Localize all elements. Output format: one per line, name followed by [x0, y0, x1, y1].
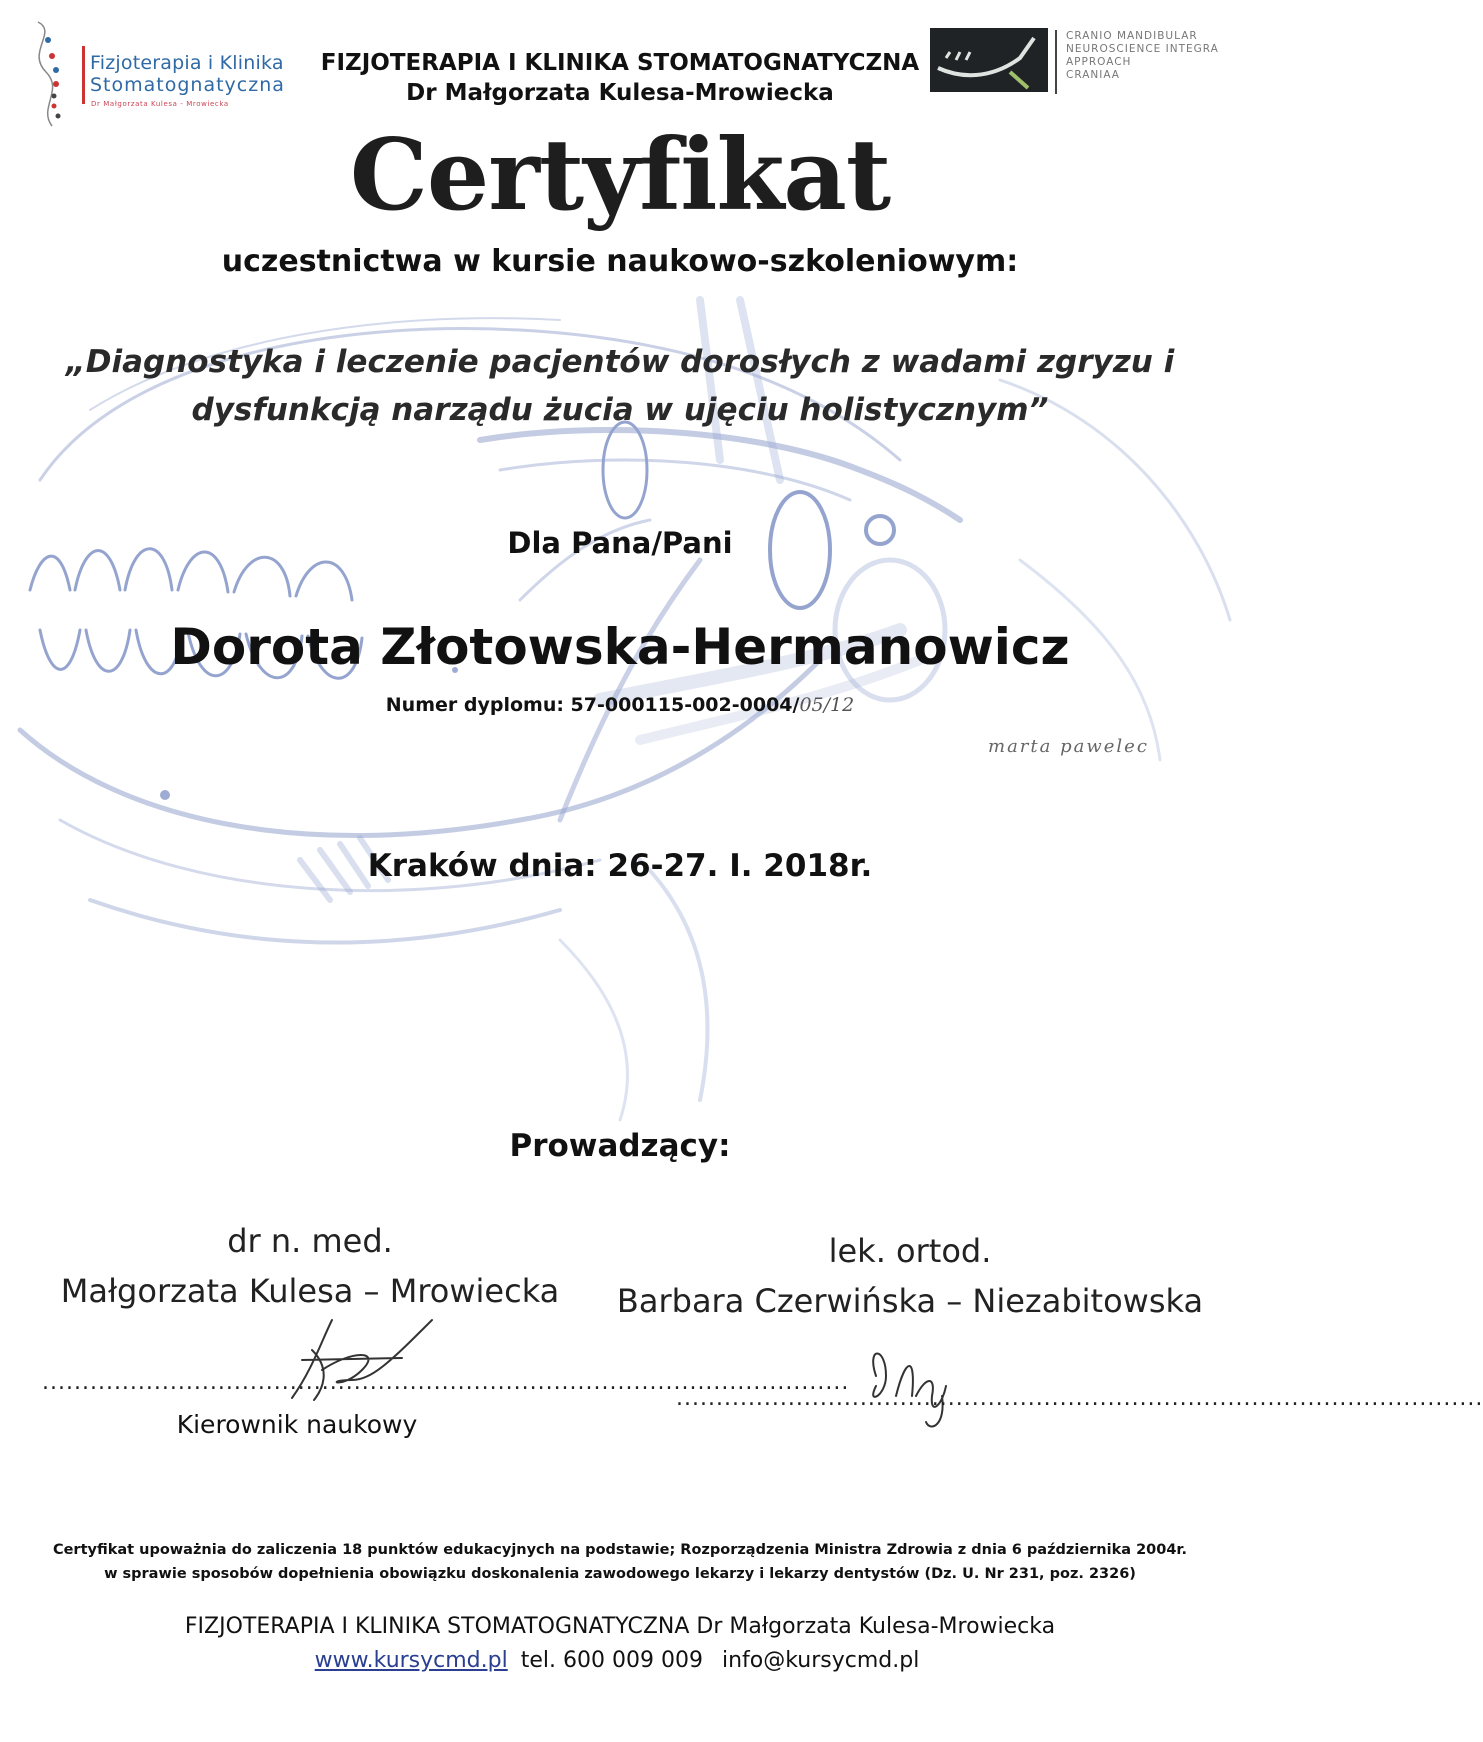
phone-number: tel. 600 009 009 — [520, 1648, 703, 1673]
lecturer-2 — [600, 1226, 1220, 1326]
lecturers-heading: Prowadzący: — [509, 1128, 731, 1164]
footer-contact — [0, 1648, 1240, 1673]
clinic-name-line-1: FIZJOTERAPIA I KLINIKA STOMATOGNATYCZNA — [320, 50, 920, 76]
lecturer-1-title: dr n. med. — [227, 1222, 393, 1260]
logo-line-2: Stomatognatyczna — [90, 74, 285, 96]
legal-note — [0, 1538, 1240, 1586]
website-link[interactable]: www.kursycmd.pl — [314, 1648, 508, 1673]
clinic-name-line-2: Dr Małgorzata Kulesa-Mrowiecka — [406, 80, 834, 106]
legal-note-line-2: w sprawie sposobów dopełnienia obowiązku doskonalenia zawodowego lekarzy i lekarzy dentystów (Dz. U. Nr 231, poz. 2326) — [104, 1566, 1136, 1582]
legal-note-line-1: Certyfikat upoważnia do zaliczenia 18 punktów edukacyjnych na podstawie; Rozporządzenia Ministra Zdrowia z dnia 6 października 2004r. — [52, 1542, 1188, 1558]
signature-line-1: ..................................................................................................... — [42, 1370, 850, 1395]
place-and-date: Kraków dnia: 26-27. I. 2018r. — [367, 848, 873, 884]
cmd-logo-text: CRANIO MANDIBULAR NEUROSCIENCE INTEGRA APPROACH CRANIAA — [1066, 30, 1219, 81]
lecturer-2-name: Barbara Czerwińska – Niezabitowska — [616, 1282, 1204, 1320]
course-name-line-1: „Diagnostyka i leczenie pacjentów dorosłych z wadami zgryzu i — [65, 344, 1175, 380]
signature-line-2: ..................................................................................................... — [676, 1386, 1483, 1411]
footer-clinic-name: FIZJOTERAPIA I KLINIKA STOMATOGNATYCZNA Dr Małgorzata Kulesa-Mrowiecka — [184, 1614, 1056, 1639]
diploma-number-printed: Numer dyplomu: 57-000115-002-0004/ — [385, 694, 800, 716]
cmd-logo-divider — [1055, 30, 1057, 94]
lecturer-1-name: Małgorzata Kulesa – Mrowiecka — [60, 1272, 560, 1310]
cmd-logo — [930, 24, 1240, 104]
clinic-logo — [18, 12, 308, 132]
illustration-artist-signature: marta pawelec — [988, 736, 1149, 757]
lecturer-1-role: Kierownik naukowy — [176, 1410, 418, 1439]
email-address: info@kursycmd.pl — [721, 1648, 920, 1673]
recipient-name: Dorota Złotowska-Hermanowicz — [170, 618, 1070, 676]
course-name-line-2: dysfunkcją narządu żucia w ujęciu holistycznym” — [191, 392, 1049, 428]
clinic-name-heading — [310, 48, 930, 108]
certificate-subtitle: uczestnictwa w kursie naukowo-szkoleniowym: — [221, 244, 1019, 279]
logo-tagline: Dr Małgorzata Kulesa - Mrowiecka — [91, 100, 229, 108]
recipient-label: Dla Pana/Pani — [507, 526, 733, 560]
diploma-number — [0, 694, 1240, 716]
logo-divider — [82, 46, 85, 104]
diploma-number-handwritten: 05/12 — [799, 694, 855, 716]
spine-logo-icon — [18, 12, 78, 132]
logo-line-1: Fizjoterapia i Klinika — [90, 52, 284, 74]
lecturer-1-signature — [262, 1310, 442, 1410]
jaw-logo-icon — [930, 28, 1048, 92]
certificate-title: Certyfikat — [349, 118, 891, 233]
lecturer-1 — [0, 1216, 620, 1316]
lecturer-2-title: lek. ortod. — [828, 1232, 992, 1270]
course-name — [0, 338, 1240, 434]
